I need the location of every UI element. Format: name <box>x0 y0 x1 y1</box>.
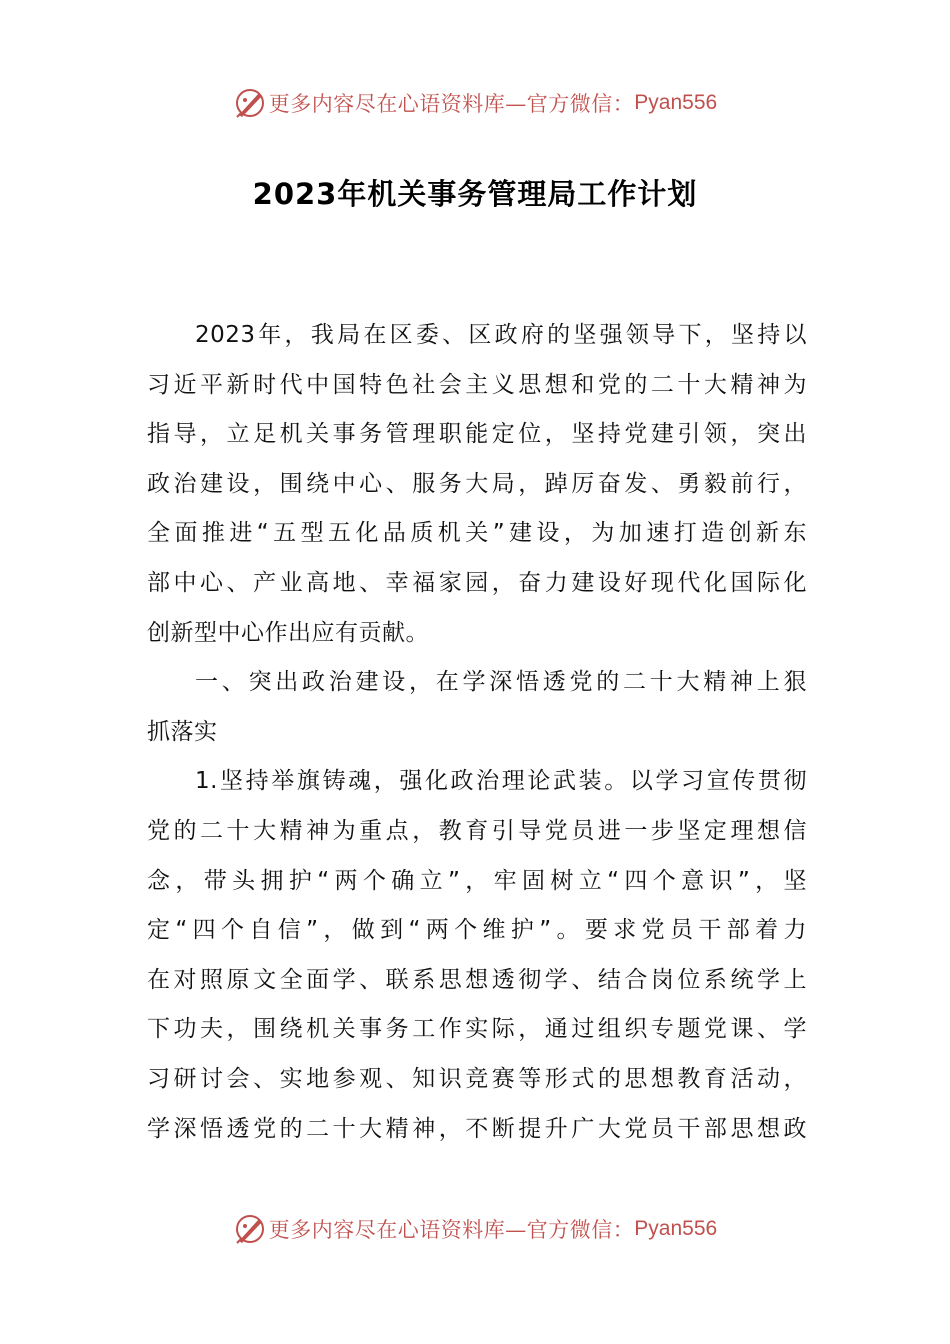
header-banner-text: 更多内容尽在心语资料库—官方微信： <box>268 92 635 116</box>
footer-banner-wechat-id: Pyan556 <box>634 1217 718 1240</box>
body-line: 下功夫，围绕机关事务工作实际，通过组织专题党课、学 <box>147 1016 807 1043</box>
document-body <box>147 311 807 1154</box>
body-line: 2023年，我局在区委、区政府的坚强领导下，坚持以 <box>195 322 807 348</box>
body-line: 在对照原文全面学、联系思想透彻学、结合岗位系统学上 <box>147 966 807 993</box>
body-line: 念，带头拥护“两个确立”，牢固树立“四个意识”，坚 <box>147 867 807 894</box>
body-line: 定“四个自信”，做到“两个维护”。要求党员干部着力 <box>147 917 807 944</box>
section-heading-line: 一、突出政治建设，在学深悟透党的二十大精神上狠 <box>195 669 807 696</box>
quill-pen-logo-icon <box>233 86 267 120</box>
body-line: 党的二十大精神为重点，教育引导党员进一步坚定理想信 <box>147 817 807 844</box>
footer-banner-text: 更多内容尽在心语资料库—官方微信： <box>268 1218 635 1242</box>
body-line: 政治建设，围绕中心、服务大局，踔厉奋发、勇毅前行， <box>147 470 807 497</box>
body-line: 指导，立足机关事务管理职能定位，坚持党建引领，突出 <box>147 421 807 448</box>
section-heading-line: 抓落实 <box>147 718 218 745</box>
header-banner <box>0 83 950 123</box>
quill-pen-logo-icon <box>233 1212 267 1246</box>
body-line: 1.坚持举旗铸魂，强化政治理论武装。以学习宣传贯彻 <box>195 768 807 795</box>
body-line: 全面推进“五型五化品质机关”建设，为加速打造创新东 <box>147 520 807 547</box>
body-line: 创新型中心作出应有贡献。 <box>147 619 429 646</box>
body-line: 习近平新时代中国特色社会主义思想和党的二十大精神为 <box>147 371 807 398</box>
body-line: 部中心、产业高地、幸福家园，奋力建设好现代化国际化 <box>147 569 807 596</box>
header-banner-wechat-id: Pyan556 <box>634 91 718 114</box>
body-line: 习研讨会、实地参观、知识竞赛等形式的思想教育活动， <box>147 1065 807 1092</box>
body-line: 学深悟透党的二十大精神，不断提升广大党员干部思想政 <box>147 1115 807 1142</box>
document-title: 2023年机关事务管理局工作计划 <box>252 177 698 211</box>
footer-banner <box>0 1209 950 1249</box>
